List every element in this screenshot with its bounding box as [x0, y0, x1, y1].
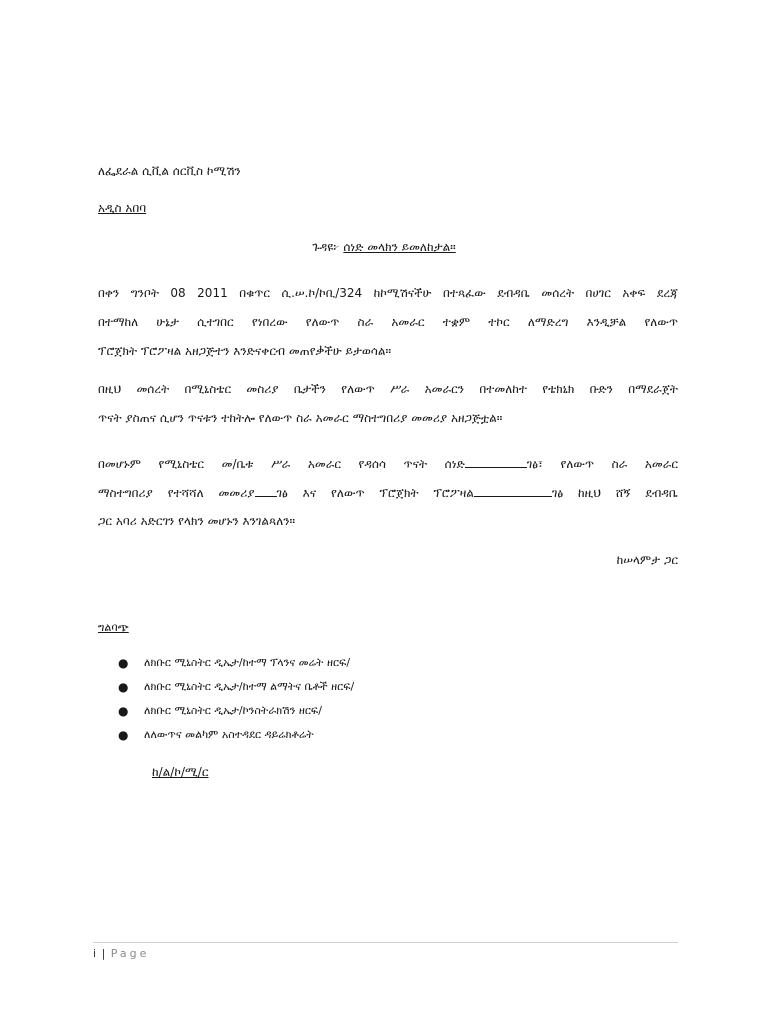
- bullet-icon: ●: [118, 704, 129, 718]
- page-number: i: [93, 947, 97, 960]
- bullet-icon: ●: [118, 680, 129, 694]
- paragraph-line: በቀን ግንቦት 08 2011 በቁጥር ሲ.ሠ.ኮ/ኮቢ/324 ከኮሚሽናችሁ በተጻፈው ደብዳቤ መሰረት በሀገር አቀፍ ደረጃ: [98, 286, 678, 300]
- paragraph-line: በዚህ መሰረት በሚኒስቴር መስሪያ ቤታችን የለውጥ ሥራ አመራርን በተመለከተ የቴክኒክ ቡድን በማደራጀት: [98, 382, 678, 396]
- closing-salutation: ከሠላምታ ጋር: [616, 553, 678, 567]
- paragraph-line: በተማከለ ሁኔታ ሲተገበር የነበረው የለውጥ ስራ አመራር ተቋም ተኮር ለማድረግ እንዲቻል የለውጥ: [98, 315, 678, 329]
- paragraph-1: [98, 285, 678, 372]
- cc-item-text: ለለውጥና መልካም አስተዳደር ዳይሬክቶሬት: [144, 728, 314, 741]
- reference-code: ከ/ል/ኮ/ሚ/ር: [152, 765, 209, 779]
- paragraph-line: ጋር አባሪ አድርገን የላክን መሆኑን እንገልጻለን።: [98, 514, 296, 528]
- paragraph-text: በመሆኑም የሚኒስቴር መ/ቤቱ ሥራ አመራር የዳሰሳ ጥናት ሰነድ: [98, 457, 465, 471]
- paragraph-line: [98, 455, 678, 484]
- cc-title: ግልባጭ: [98, 621, 129, 634]
- footer-separator: |: [101, 947, 106, 960]
- paragraph-text: ማስተግበሪያ የተሻሻለ መመሪያ: [98, 486, 255, 500]
- bullet-icon: ●: [118, 728, 129, 742]
- recipient-org: ለፌደራል ሲቪል ሰርቪስ ኮሚሽን: [98, 164, 241, 178]
- cc-item: [98, 655, 354, 679]
- paragraph-line: [98, 484, 678, 513]
- cc-item: [98, 703, 354, 727]
- paragraph-text: ገፅ፣ የለውጥ ስራ አመራር: [526, 457, 678, 471]
- subject-label: ጉዳዩ፦: [312, 240, 340, 254]
- page-label: Page: [110, 947, 150, 960]
- footer-divider: [93, 942, 678, 943]
- blank-field: [474, 484, 552, 497]
- subject-line: [0, 240, 768, 255]
- page-footer: [93, 947, 149, 960]
- paragraph-2: [98, 381, 678, 439]
- cc-item: [98, 679, 354, 703]
- blank-field: [465, 455, 527, 468]
- cc-item-text: ለክቡር ሚኒስትር ዲኤታ/ኮንስትራክሽን ዘርፍ/: [144, 704, 322, 717]
- cc-list: [98, 655, 354, 751]
- bullet-icon: ●: [118, 656, 129, 670]
- cc-item-text: ለክቡር ሚኒስትር ዲኤታ/ከተማ ልማትና ቤቶች ዘርፍ/: [144, 680, 355, 693]
- blank-field: [255, 484, 277, 497]
- cc-item: [98, 727, 354, 751]
- paragraph-line: ጥናት ያስጠና ሲሆን ጥናቱን ተከትሎ የለውጥ ስራ አመራር ማስተግበሪያ መመሪያ አዘጋጅቷል።: [98, 411, 503, 425]
- recipient-city: አዲስ አበባ: [98, 201, 147, 215]
- cc-item-text: ለክቡር ሚኒስትር ዲኤታ/ከተማ ፕላንና መሬት ዘርፍ/: [144, 656, 351, 669]
- paragraph-3: [98, 455, 678, 542]
- paragraph-text: ገፅ እና የለውጥ ፕሮጀክት ፕሮፖዛል: [276, 486, 474, 500]
- paragraph-text: ገፅ ከዚህ ሸኝ ደብዳቤ: [551, 486, 678, 500]
- subject-text: ሰነድ መላክን ይመለከታል።: [343, 240, 456, 254]
- paragraph-line: ፕሮጀክት ፕሮፖዛል አዘጋጅተን እንድናቀርብ መጠየቃችሁ ይታወሳል።: [98, 344, 392, 358]
